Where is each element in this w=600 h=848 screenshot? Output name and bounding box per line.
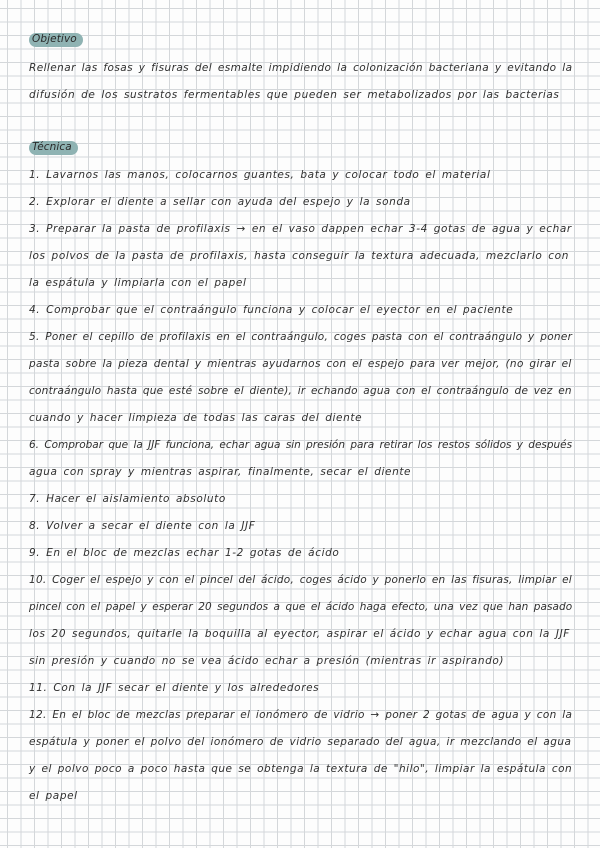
tecnica-line-19: sin presión y cuando no se vea ácido echar a presión (mientras ir aspirando) [29, 655, 505, 667]
tecnica-line-10: cuando y hacer limpieza de todas las caras del diente [29, 412, 363, 424]
tecnica-heading: Técnica [29, 141, 78, 155]
tecnica-line-17: pincel con el papel y esperar 20 segundos a que el ácido haga efecto, una vez que han pasado [29, 601, 573, 613]
tecnica-line-20: 11. Con la JJF secar el diente y los alrededores [29, 682, 320, 694]
tecnica-line-9: contraángulo hasta que esté sobre el diente), ir echando agua con el contraángulo de vez en [29, 385, 572, 397]
objetivo-line-2: difusión de los sustratos fermentables que pueden ser metabolizados por las bacterias [29, 89, 560, 101]
tecnica-line-12: agua con spray y mientras aspirar, finalmente, secar el diente [29, 466, 412, 478]
tecnica-line-4: los polvos de la pasta de profilaxis, hasta conseguir la textura adecuada, mezclarlo con [29, 250, 569, 262]
tecnica-line-6: 4. Comprobar que el contraángulo funciona y colocar el eyector en el paciente [29, 304, 514, 316]
tecnica-line-18: los 20 segundos, quitarle la boquilla al eyector, aspirar el ácido y echar agua con la JJF [29, 628, 570, 640]
tecnica-line-2: 2. Explorar el diente a sellar con ayuda del espejo y la sonda [29, 196, 411, 208]
tecnica-line-5: la espátula y limpiarla con el papel [29, 277, 247, 289]
tecnica-line-3: 3. Preparar la pasta de profilaxis → en el vaso dappen echar 3-4 gotas de agua y echar [29, 223, 572, 235]
tecnica-line-14: 8. Volver a secar el diente con la JJF [29, 520, 256, 532]
tecnica-line-16: 10. Coger el espejo y con el pincel del ácido, coges ácido y ponerlo en las fisuras, limpiar el [29, 574, 572, 586]
objetivo-line-1: Rellenar las fosas y fisuras del esmalte impidiendo la colonización bacteriana y evitando la [29, 62, 573, 74]
tecnica-line-24: el papel [29, 790, 78, 802]
tecnica-line-8: pasta sobre la pieza dental y mientras ayudarnos con el espejo para ver mejor, (no girar el [29, 358, 572, 370]
objetivo-heading: Objetivo [29, 33, 83, 47]
tecnica-line-15: 9. En el bloc de mezclas echar 1-2 gotas de ácido [29, 547, 340, 559]
tecnica-line-7: 5. Poner el cepillo de profilaxis en el contraángulo, coges pasta con el contraángulo y poner [29, 331, 573, 343]
tecnica-line-23: y el polvo poco a poco hasta que se obtenga la textura de "hilo", limpiar la espátula con [29, 763, 573, 775]
tecnica-line-11: 6. Comprobar que la JJF funciona, echar agua sin presión para retirar los restos sólidos y después [29, 439, 573, 451]
tecnica-line-13: 7. Hacer el aislamiento absoluto [29, 493, 226, 505]
tecnica-line-1: 1. Lavarnos las manos, colocarnos guantes, bata y colocar todo el material [29, 169, 491, 181]
tecnica-line-21: 12. En el bloc de mezclas preparar el ionómero de vidrio → poner 2 gotas de agua y con la [29, 709, 573, 721]
tecnica-line-22: espátula y poner el polvo del ionómero de vidrio separado del agua, ir mezclando el agua [29, 736, 572, 748]
